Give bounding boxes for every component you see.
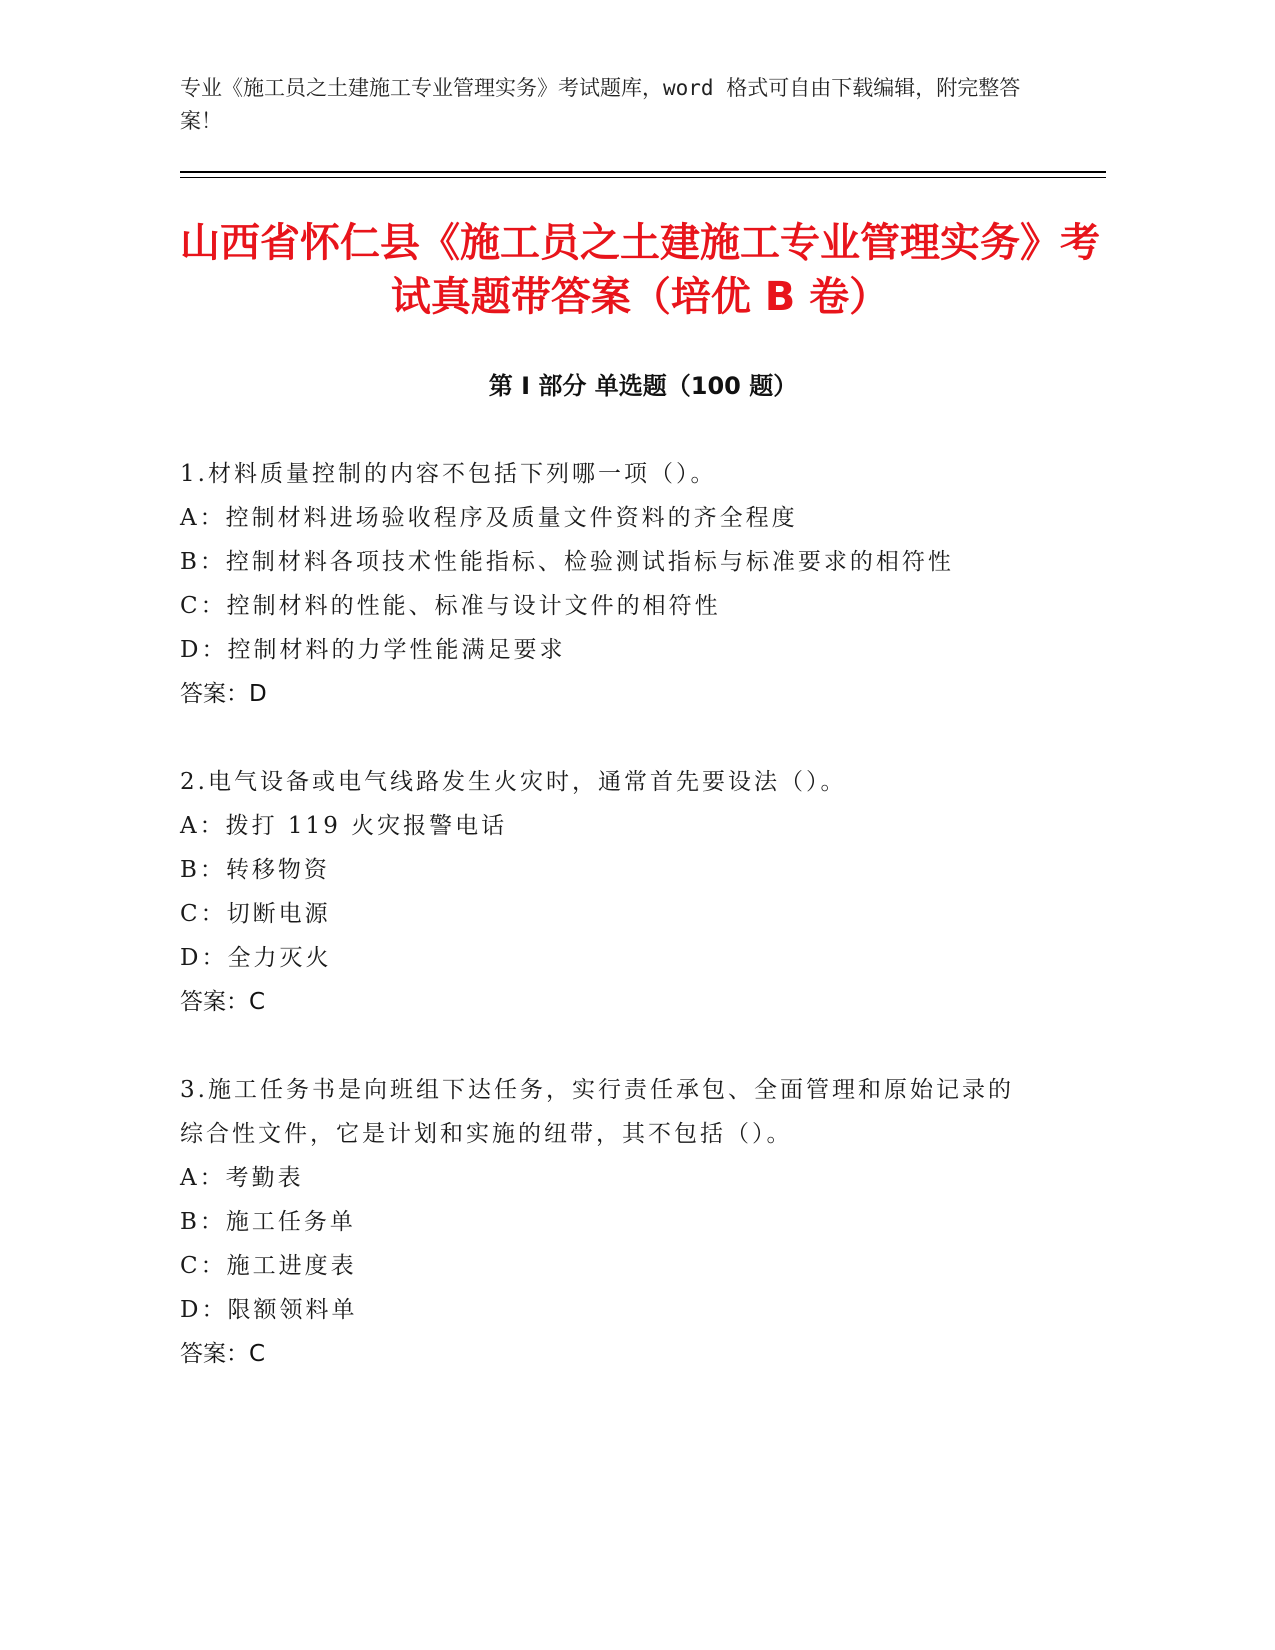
- document-title: 山西省怀仁县《施工员之土建施工专业管理实务》考试真题带答案（培优 B 卷）: [180, 220, 1100, 320]
- option-b: B：施工任务单: [180, 1209, 356, 1235]
- option-d: D：全力灭火: [180, 945, 332, 971]
- question-1: [180, 452, 1030, 716]
- question-stem: 2.电气设备或电气线路发生火灾时，通常首先要设法（）。: [180, 769, 847, 795]
- option-c: C：控制材料的性能、标准与设计文件的相符性: [180, 593, 721, 619]
- option-a: A：考勤表: [180, 1165, 304, 1191]
- section-heading: 第 I 部分 单选题（100 题）: [488, 372, 798, 400]
- option-b: B：转移物资: [180, 857, 330, 883]
- question-2: [180, 760, 1030, 1024]
- question-3: [180, 1068, 1030, 1376]
- option-d: D：控制材料的力学性能满足要求: [180, 637, 566, 663]
- answer-label: 答案：C: [180, 1341, 266, 1367]
- option-d: D：限额领料单: [180, 1297, 358, 1323]
- answer-label: 答案：D: [180, 681, 267, 707]
- option-c: C：切断电源: [180, 901, 331, 927]
- option-a: A：拨打 119 火灾报警电话: [180, 813, 508, 839]
- header-note: 专业《施工员之土建施工专业管理实务》考试题库，word 格式可自由下载编辑，附完整答案！: [180, 76, 1021, 133]
- option-a: A：控制材料进场验收程序及质量文件资料的齐全程度: [180, 505, 798, 531]
- question-stem: 1.材料质量控制的内容不包括下列哪一项（）。: [180, 461, 717, 487]
- header-divider-thick: [180, 171, 1106, 173]
- header-divider-thin: [180, 177, 1106, 178]
- question-list: [180, 452, 1030, 1420]
- option-c: C：施工进度表: [180, 1253, 357, 1279]
- question-stem: 3.施工任务书是向班组下达任务，实行责任承包、全面管理和原始记录的综合性文件，它是计划和实施的纽带，其不包括（）。: [180, 1077, 1014, 1147]
- answer-label: 答案：C: [180, 989, 266, 1015]
- option-b: B：控制材料各项技术性能指标、检验测试指标与标准要求的相符性: [180, 549, 954, 575]
